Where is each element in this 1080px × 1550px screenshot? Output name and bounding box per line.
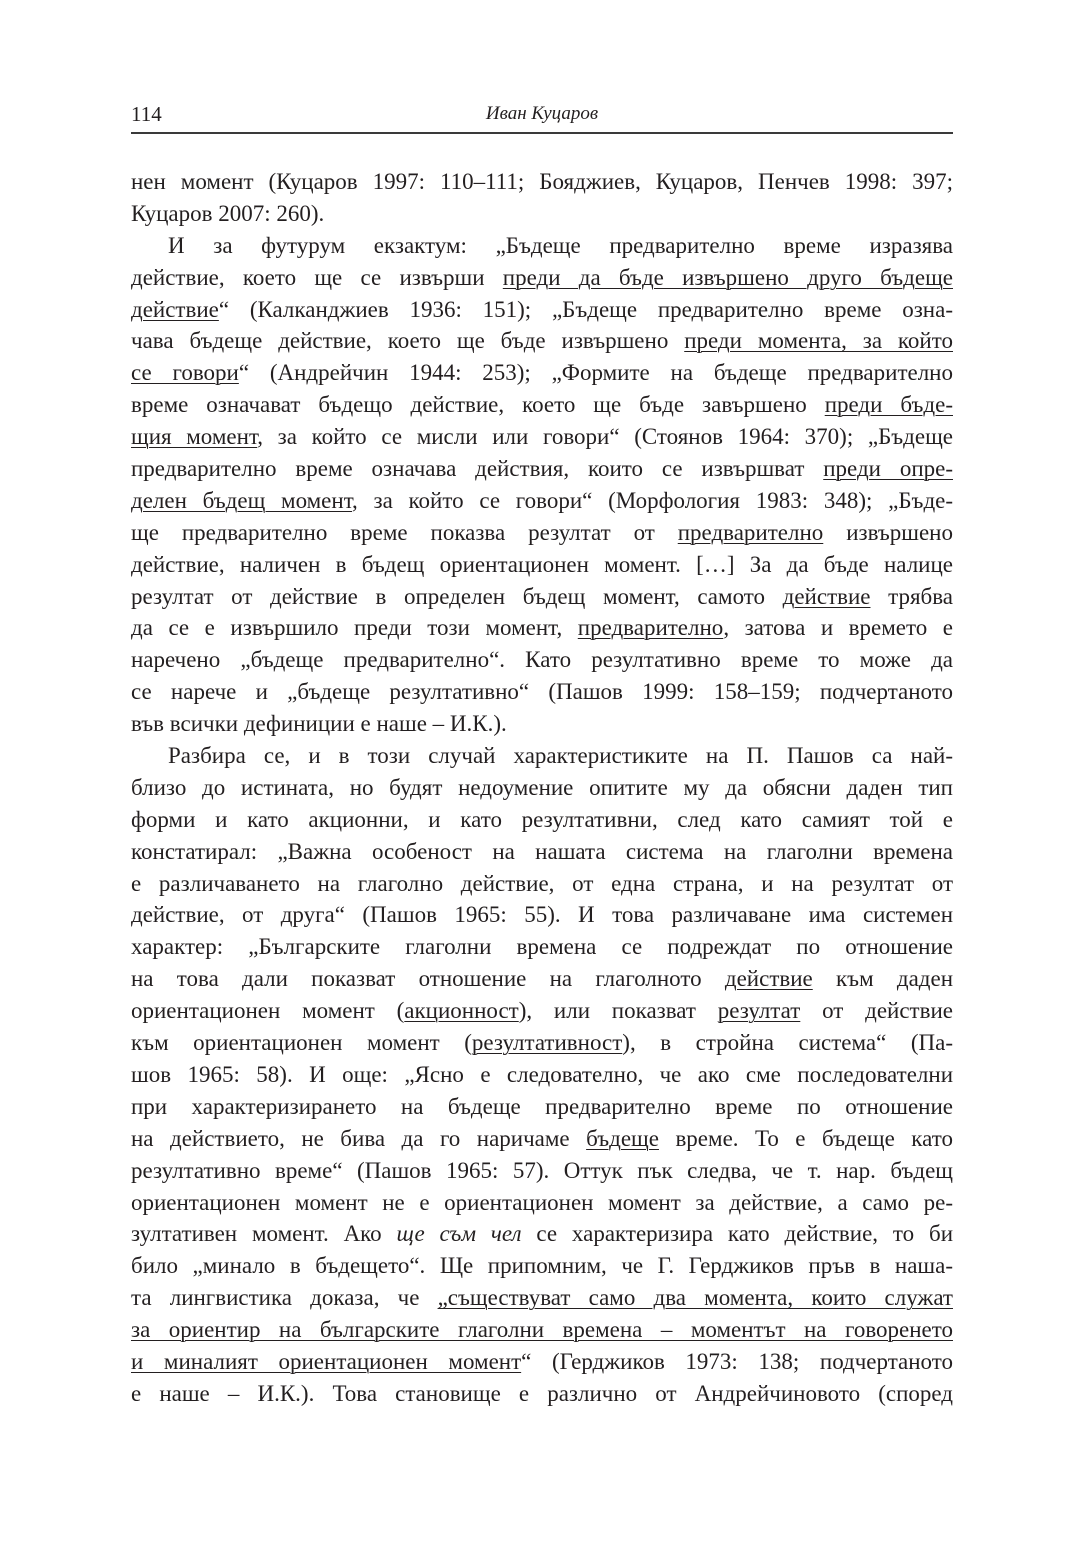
- underlined-text: се говори: [131, 360, 239, 386]
- text-run: се нарече и „бъдеще резултативно“ (Пашов 1999: 158–159; подчертаното: [131, 679, 953, 705]
- text-line: [131, 1250, 953, 1282]
- text-line: [131, 1218, 953, 1250]
- text-line: [131, 294, 953, 326]
- text-line: [131, 517, 953, 549]
- text-run: към ориентационен момент (: [131, 1030, 472, 1056]
- text-run: шов 1965: 58). И още: „Ясно е следователно, че ако сме последователни: [131, 1061, 953, 1087]
- text-line: [131, 198, 953, 230]
- text-line: [131, 166, 953, 198]
- text-run: време. То е бъдеще като: [658, 1125, 953, 1151]
- text-line: [131, 931, 953, 963]
- underlined-text: бъдеще: [586, 1125, 659, 1151]
- text-line: [131, 485, 953, 517]
- text-run: предварително време означава действия, които се извършват: [131, 456, 824, 482]
- body-text: [131, 166, 953, 1410]
- text-run: извършено: [823, 519, 953, 545]
- text-run: действие, което ще се извърши: [131, 264, 503, 290]
- text-line: [131, 549, 953, 581]
- text-run: при характеризирането на бъдеще предварително време по отношение: [131, 1093, 953, 1119]
- text-line: [131, 1314, 953, 1346]
- text-run: нен момент (Куцаров 1997: 110–111; Бояджиев, Куцаров, Пенчев 1998: 397;: [131, 169, 953, 194]
- text-run: на това дали показват отношение на глаголното: [131, 966, 725, 992]
- text-run: от действие: [800, 998, 953, 1024]
- text-run: резултат от действие в определен бъдещ момент, самото: [131, 583, 783, 609]
- underlined-text: предварително: [677, 519, 824, 545]
- underlined-text: и миналият ориентационен момент: [131, 1348, 522, 1374]
- text-line: [131, 1187, 953, 1219]
- text-run: във всички дефиниции е наше – И.К.).: [131, 711, 507, 737]
- italic-text: ще съм чел: [396, 1221, 522, 1247]
- text-run: се характеризира като действие, то би: [521, 1221, 953, 1247]
- text-run: констатирал: „Важна особеност на нашата система на глаголни времена: [131, 838, 953, 864]
- text-line: [131, 963, 953, 995]
- paragraph: [131, 166, 953, 230]
- text-run: ще предварително време показва резултат от: [131, 519, 678, 545]
- text-line: [131, 421, 953, 453]
- underlined-text: преди опре-: [823, 456, 953, 482]
- text-line: [131, 1123, 953, 1155]
- text-run: та лингвистика доказа, че: [131, 1285, 438, 1311]
- text-run: , за който се говори“ (Морфология 1983: 348); „Бъде-: [352, 487, 953, 513]
- text-line: [131, 262, 953, 294]
- text-line: [131, 1027, 953, 1059]
- text-run: е различаването на глаголно действие, от една страна, и на резултат от: [131, 870, 953, 896]
- underlined-text: действие: [782, 583, 871, 609]
- text-line: [131, 804, 953, 836]
- underlined-text: акционност: [404, 998, 519, 1024]
- text-line: [131, 581, 953, 613]
- text-line: [131, 357, 953, 389]
- paragraph: [131, 230, 953, 740]
- text-line: [131, 995, 953, 1027]
- underlined-text: преди момента, за който: [684, 328, 953, 354]
- underlined-text: предварително: [577, 615, 724, 641]
- text-line: [131, 230, 953, 262]
- text-run: ориентационен момент (: [131, 998, 405, 1024]
- text-run: Разбира се, и в този случай характеристиките на П. Пашов са най-: [168, 743, 953, 769]
- text-line: [131, 1155, 953, 1187]
- running-header: [131, 100, 953, 134]
- text-run: Куцаров 2007: 260).: [131, 200, 325, 226]
- text-run: , затова и времето е: [723, 615, 953, 641]
- text-line: [131, 612, 953, 644]
- text-run: действие, от друга“ (Пашов 1965: 55). И това различаване има системен: [131, 902, 953, 928]
- text-line: [131, 325, 953, 357]
- text-line: [131, 453, 953, 485]
- text-line: [131, 1378, 953, 1410]
- text-line: [131, 1059, 953, 1091]
- text-line: [131, 868, 953, 900]
- text-line: [131, 676, 953, 708]
- text-run: “ (Андрейчин 1944: 253); „Формите на бъдеще предварително: [238, 360, 953, 386]
- text-run: “ (Герджиков 1973: 138; подчертаното: [521, 1348, 953, 1374]
- text-run: “ (Калканджиев 1936: 151); „Бъдеще предварително време озна-: [218, 296, 953, 322]
- text-line: [131, 644, 953, 676]
- page-number: 114: [131, 102, 162, 126]
- text-run: наречено „бъдеще предварително“. Като резултативно време то може да: [131, 647, 953, 673]
- text-line: [131, 836, 953, 868]
- text-run: е наше – И.К.). Това становище е различно от Андрейчиновото (според: [131, 1380, 953, 1406]
- text-run: И за футурум екзактум: „Бъдеще предварително време изразява: [168, 232, 953, 258]
- text-run: ), или показват: [518, 998, 718, 1024]
- text-line: [131, 1091, 953, 1123]
- running-title: Иван Куцаров: [485, 103, 599, 124]
- text-run: зултативен момент. Ако: [131, 1221, 397, 1247]
- text-run: трябва: [870, 583, 953, 609]
- text-run: време означават бъдещо действие, което ще бъде завършено: [131, 392, 825, 418]
- text-run: чава бъдеще действие, което ще бъде извършено: [131, 328, 685, 354]
- text-run: характер: „Българските глаголни времена се подреждат по отношение: [131, 934, 953, 960]
- underlined-text: щия момент: [131, 424, 258, 450]
- text-run: действие, наличен в бъдещ ориентационен момент. […] За да бъде налице: [131, 551, 953, 577]
- text-run: , за който се мисли или говори“ (Стоянов 1964: 370); „Бъдеще: [257, 424, 953, 450]
- text-run: близо до истината, но будят недоумение опитите му да обясни даден тип: [131, 774, 953, 800]
- text-run: било „минало в бъдещето“. Ще припомним, че Г. Герджиков пръв в наша-: [131, 1253, 953, 1279]
- paragraph: [131, 740, 953, 1410]
- text-line: [131, 1282, 953, 1314]
- text-run: форми и като акционни, и като резултативни, след като самият той е: [131, 806, 953, 832]
- underlined-text: действие: [131, 296, 219, 322]
- text-line: [131, 899, 953, 931]
- underlined-text: „съществуват само два момента, които служат: [437, 1285, 953, 1311]
- underlined-text: делен бъдещ момент: [131, 487, 353, 513]
- text-run: на действието, не бива да го наричаме: [131, 1125, 587, 1151]
- text-run: ориентационен момент не е ориентационен момент за действие, а само ре-: [131, 1189, 953, 1215]
- text-line: [131, 772, 953, 804]
- text-line: [131, 740, 953, 772]
- text-line: [131, 1346, 953, 1378]
- text-run: към даден: [812, 966, 953, 992]
- underlined-text: преди бъде-: [824, 392, 953, 418]
- underlined-text: резултат: [717, 998, 801, 1024]
- underlined-text: резултативност: [471, 1030, 623, 1056]
- text-run: ), в стройна система“ (Па-: [622, 1030, 953, 1056]
- underlined-text: за ориентир на българските глаголни времена – моментът на говоренето: [131, 1317, 953, 1343]
- text-line: [131, 708, 953, 740]
- underlined-text: действие: [724, 966, 813, 992]
- text-run: да се е извършило преди този момент,: [131, 615, 578, 641]
- text-line: [131, 389, 953, 421]
- underlined-text: преди да бъде извършено друго бъдеще: [502, 264, 953, 290]
- text-run: резултативно време“ (Пашов 1965: 57). Оттук пък следва, че т. нар. бъдещ: [131, 1157, 953, 1183]
